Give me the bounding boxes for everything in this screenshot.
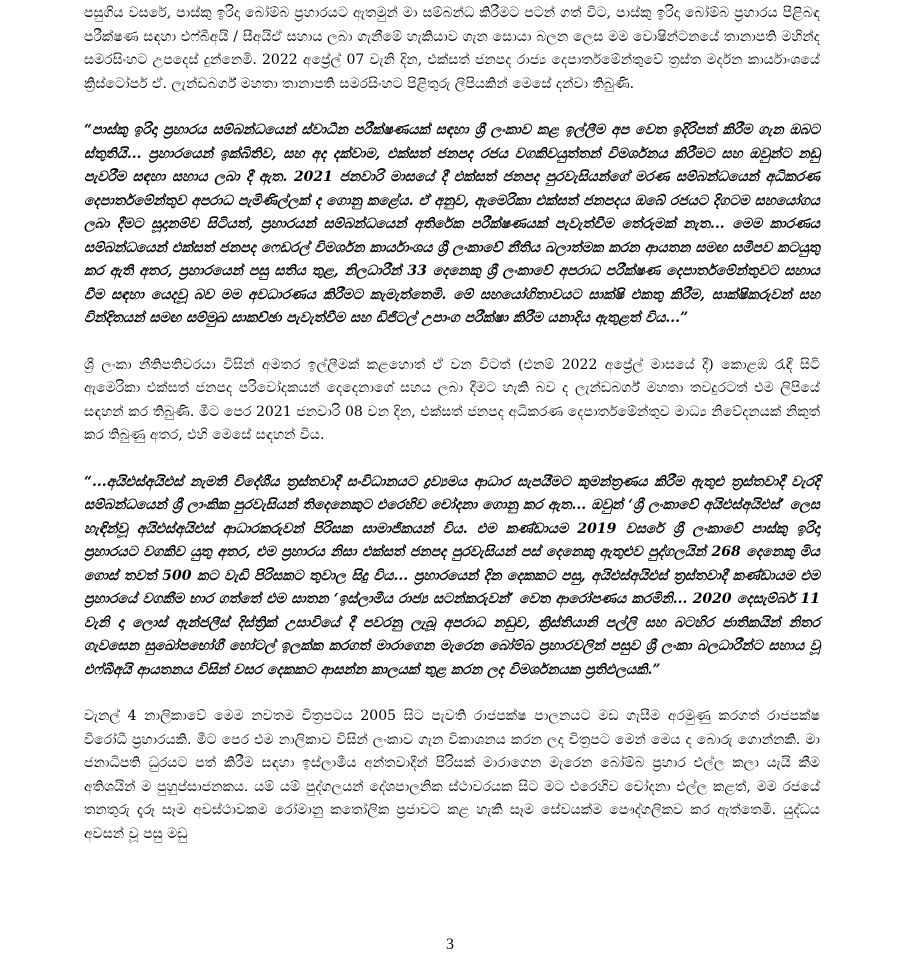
page-number: 3 — [446, 936, 454, 953]
paragraph-attorney-general: ශ්‍රී ලංකා නීතිපතිවරයා විසින් අමතර ඉල්ලීමක් කළහොත් ඒ වන විටත් (එනම් 2022 අප්‍රේල් මාසයේ දී) කොළඹ රැඳී සිටි ඇමෙරිකා එක්සත් ජනපද පරිවෝදකයන් දෙදෙනාගේ සහය ලබා දීමට හැකි බව ද ලැන්ඩබර්ග් මහතා තවදුරටත් එම ලිපියේ සඳහන් කර තිබුණි. මීට පෙර 2021 ජනවාරි 08 වන දින, එක්සත් ජනපද අධිකරණ දෙපාර්තමේන්තුව මාධ්‍ය නිවේදනයක් නිකුත් කර තිබුණු අතර, එහි මෙසේ සඳහන් විය. — [84, 356, 820, 443]
quote-doj-press-release: “...අයිඑස්අයිඑස් නැමති විදේශීය ත්‍රස්තවාදී සංවිධානයට ද්‍රව්‍යමය ආධාර සැපයීමට කුමන්ත්‍රණය කිරීම ඇතුළු ත්‍රස්තවාදී වැරදි සම්බන්ධයෙන් ශ්‍රී ලාංකික පුරවැසියන් තිදෙනෙකුට එරෙහිව චෝදනා ගොනු කර ඇත... ඔවුන් ‘ශ්‍රී ලංකාවේ අයිඑස්අයිඑස්’ ලෙස හැඳින්වූ අයිඑස්අයිඑස් ආධාරකරුවන් පිරිසක සාමාජිකයන් විය. එම කණ්ඩායම 2019 වසරේ ශ්‍රී ලංකාවේ පාස්කු ඉරිදා ප්‍රහාරයට වගකිව යුතු අතර, එම ප්‍රහාරය නිසා එක්සත් ජනපද පුරවැසියන් පස් දෙනෙකු ඇතුළුව පුද්ගලයින් 268 දෙනෙකු මිය ගොස් තවත් 500 කට වැඩි පිරිසකට තුවාල සිදු විය... ප්‍රහාරයෙන් දින දෙකකට පසු, අයිඑස්අයිඑස් ත්‍රස්තවාදී කණ්ඩායම එම ප්‍රහාරයේ වගකීම භාර ගත්තේ එම සාතන ‘ඉස්ලාමීය රාජ්‍ය සටන්කරුවන්’ වෙත ආරෝපණය කරමිනි... 2020 දෙසැම්බර් 11 වැනි දා ලොස් ඇන්ජලීස් දිස්ත්‍රික් උසාවියේ දී පවරනු ලැබූ අපරාධ නඩුව, ක්‍රිස්තියානි පල්ලි සහ බටහිර ජාතිකයින් නිතර ගැවසෙන සුඛෝපභෝගී හෝටල් ඉලක්ක කරගත් මාරාගෙන මැරෙන බෝම්බ ප්‍රහාරවලින් පසුව ශ්‍රී ලංකා බලධාරීන්ට සහාය වූ එෆ්බීඅයි ආයතනය විසින් වසර දෙකකට ආසන්න කාලයක් තුළ කරන ලද විමර්ශනයක ප්‍රතිඵලයකි.” — [84, 473, 820, 678]
document-body — [84, 2, 820, 846]
paragraph-intro: පසුගිය වසරේ, පාස්කු ඉරිදා බෝම්බ ප්‍රහාරයට ඇතමුන් මා සම්බන්ධ කිරීමට පටන් ගත් විට, පාස්කු ඉරිදා බෝම්බ ප්‍රහාරය පිළිබඳ පරීක්ෂණ සඳහා එෆ්බීඅයි / සීඅයිඒ සහාය ලබා ගැනීමේ හැකියාව ගැන සොයා බලන ලෙස මම වොෂින්ටනයේ තානාපති මහින්ද සමරසිංහට උපදෙස් දුන්නෙමි. 2022 අප්‍රේල් 07 වැනි දින, එක්සත් ජනපද රාජ්‍ය දෙපාර්තමේන්තුවේ ත්‍රස්ත මර්දන කාර්යාංශයේ ක්‍රිස්ටෝපර් ඒ. ලැන්ඩබර්ග් මහතා තානාපති සමරසිංහට පිළිතුරු ලිපියකින් මෙසේ දන්වා තිබුණි. — [84, 5, 820, 92]
paragraph-channel4: වැනල් 4 නාලිකාවේ මෙම නවතම චිත්‍රපටය 2005 සිට පැවති රාජපක්ෂ පාලනයට මඩ ගැසීම අරමුණු කරගත් රාජපක්ෂ විරෝධී ප්‍රහාරයකි. මීට පෙර එම නාලිකාව විසින් ලංකාව ගැන විකාශනය කරන ලද චිත්‍රපට මෙන් මෙය ද බොරු ගොන්නකි. මා ජනාධිපති ධුරයට පත් කිරීම සඳහා ඉස්ලාමීය අන්තවාදීන් පිරිසක් මාරාගෙන මැරෙන බෝම්බ ප්‍රහාර එල්ල කලා යැයි කීම අතිශයින් ම පුහුප්සාජනකය. යම් යම් පුද්ගලයන් දේශපාලනික ස්ථාවරයක සිට මට එරෙහිව චෝදනා එල්ල කළත්, මම රජයේ තනතුරු දැරූ සෑම අවස්ථාවකම රෝමානු කතෝලික ප්‍රජාවට කළ හැකි සෑම සේවයක්ම පෞද්ගලිකව කර ඇත්තෙමි. යුද්ධය අවසන් වූ පසු මඩු — [84, 708, 820, 842]
quote-landberg-letter: “පාස්කු ඉරිදා ප්‍රහාරය සම්බන්ධයෙන් ස්වාධීන පරීක්ෂණයක් සඳහා ශ්‍රී ලංකාව කළ ඉල්ලීම අප වෙත ඉදිරිපත් කිරීම ගැන ඔබට ස්තුතියි... ප්‍රහාරයෙන් ඉක්බිතිව, සහ අද දක්වාම, එක්සත් ජනපද රජය වගකිවයුත්තන් විමර්ශනය කිරීමට සහ ඔවුන්ට නඩු පැවරීම සඳහා සහාය ලබා දී ඇත. 2021 ජනවාරි මාසයේ දී එක්සත් ජනපද පුරවැසියන්ගේ මරණ සම්බන්ධයෙන් අධිකරණ දෙපාර්තමේන්තුව අපරාධ පැමිණිල්ලක් ද ගොනු කළේය. ඒ අනුව, ඇමෙරිකා එක්සත් ජනපදය ඔබේ රජයට දිගටම සහයෝගය ලබා දීමට සූදානම්ව සිටියත්, ප්‍රහාරයන් සම්බන්ධයෙන් අතිරේක පරීක්ෂණයක් පැවැත්වීම තේරුමක් නැත... මෙම කාරණය සම්බන්ධයෙන් එක්සත් ජනපද ෆෙඩරල් විමර්ශන කාර්යාංශය ශ්‍රී ලංකාවේ නීතිය බලාත්මක කරන ආයතන සමඟ සමීපව කටයුතු කර ඇති අතර, ප්‍රහාරයෙන් පසු සතිය තුළ, නිලධාරීන් 33 දෙනෙකු ශ්‍රී ලංකාවේ අපරාධ පරීක්ෂණ දෙපාර්තමේන්තුවට සහාය වීම සඳහා යෙදවූ බව මම අවධාරණය කිරීමට කැමැත්තෙමි. මේ සහයෝගිතාවයට සාක්ෂි එකතු කිරීම, සාක්ෂිකරුවන් සහ වින්දිතයන් සමඟ සම්මුඛ සාකච්ඡා පැවැත්වීම සහ ඩිජිටල් උපාංග පරීක්ෂා කිරීම යනාදිය ඇතුළත් විය...” — [84, 122, 820, 326]
